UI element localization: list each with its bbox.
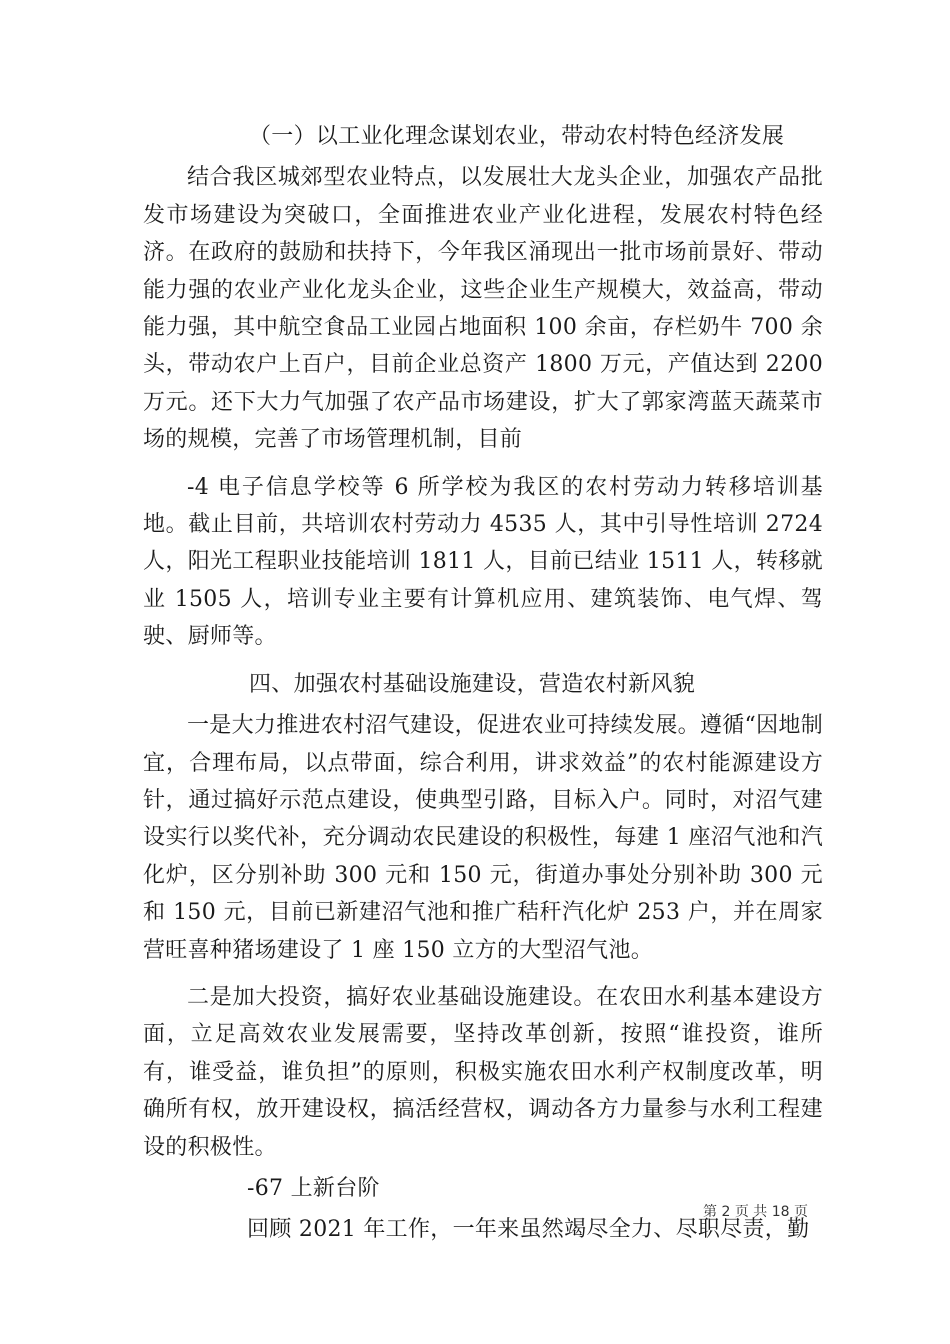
paragraph-4: 二是加大投资，搞好农业基础设施建设。在农田水利基本建设方面，立足高效农业发展需要，坚持改革创新，按照“谁投资，谁所有，谁受益，谁负担”的原则，积极实施农田水利产权制度改革，明确所有权，放开建设权，搞活经营权，调动各方力量参与水利工程建设的积极性。 [143,984,823,1160]
paragraph-5: -67 上新台阶 [247,1175,380,1201]
paragraph-1: 结合我区城郊型农业特点，以发展壮大龙头企业，加强农产品批发市场建设为突破口，全面推进农业产业化进程，发展农村特色经济。在政府的鼓励和扶持下，今年我区涌现出一批市场前景好、带动能力强的农业产业化龙头企业，这些企业生产规模大，效益高，带动能力强，其中航空食品工业园占地面积 100 余亩，存栏奶牛 700 余头，带动农户上百户，目前企业总资产 1800 万元，产值达到 2200 万元。还下大力气加强了农产品市场建设，扩大了郭家湾蓝天蔬菜市场的规模，完善了市场管理机制，目前 [143,165,823,453]
paragraph-3: 一是大力推进农村沼气建设，促进农业可持续发展。遵循“因地制宜，合理布局，以点带面，综合利用，讲求效益”的农村能源建设方针，通过搞好示范点建设，使典型引路，目标入户。同时，对沼气建设实行以奖代补，充分调动农民建设的积极性，每建 1 座沼气池和汽化炉，区分别补助 300 元和 150 元，街道办事处分别补助 300 元和 150 元，目前已新建沼气池和推广秸秆汽化炉 253 户，并在周家营旺喜种猪场建设了 1 座 150 立方的大型沼气池。 [143,713,823,963]
document-body [143,118,823,1249]
paragraph-6: 回顾 2021 年工作，一年来虽然竭尽全力、尽职尽责，勤 [247,1217,810,1243]
paragraph-2: -4 电子信息学校等 6 所学校为我区的农村劳动力转移培训基地。截止目前，共培训农村劳动力 4535 人，其中引导性培训 2724 人，阳光工程职业技能培训 1811 人，目前已结业 1511 人，转移就业 1505 人，培训专业主要有计算机应用、建筑装饰、电气焊、驾驶、厨师等。 [143,474,823,650]
section-heading-1: （一）以工业化理念谋划农业，带动农村特色经济发展 [249,124,785,149]
section-heading-2: 四、加强农村基础设施建设，营造农村新风貌 [249,671,696,697]
page-number-footer: 第 2 页 共 18 页 [703,1204,808,1220]
